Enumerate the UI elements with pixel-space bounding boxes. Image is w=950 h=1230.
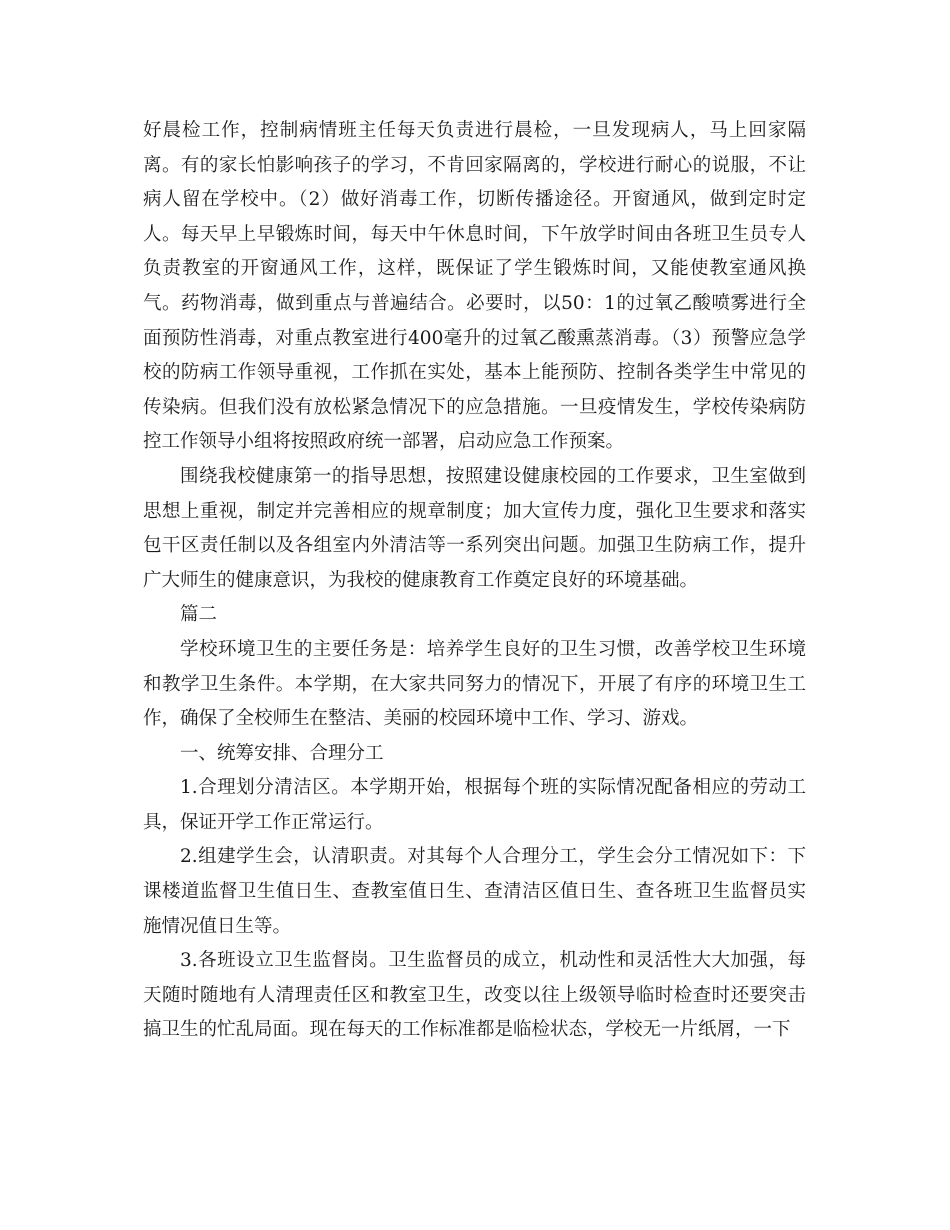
paragraph-health-campus: 围绕我校健康第一的指导思想，按照建设健康校园的工作要求，卫生室做到思想上重视，制定并完善相应的规章制度；加大宣传力度，强化卫生要求和落实包干区责任制以及各组室内外清洁等一系列突出问题。加强卫生防病工作，提升广大师生的健康意识，为我校的健康教育工作奠定良好的环境基础。: [143, 465, 806, 591]
section-heading-part-two: 篇二: [180, 604, 218, 626]
list-item-cleaning-zones: 1.合理划分清洁区。本学期开始，根据每个班的实际情况配备相应的劳动工具，保证开学工作正常运行。: [143, 777, 806, 833]
section-heading-planning: 一、统筹安排、合理分工: [180, 742, 384, 764]
paragraph-environment-tasks: 学校环境卫生的主要任务是：培养学生良好的卫生习惯，改善学校卫生环境和教学卫生条件。本学期，在大家共同努力的情况下，开展了有序的环境卫生工作，确保了全校师生在整洁、美丽的校园环境中工作、学习、游戏。: [143, 638, 806, 730]
list-item-hygiene-monitors: 3.各班设立卫生监督岗。卫生监督员的成立，机动性和灵活性大大加强，每天随时随地有人清理责任区和教室卫生，改变以往上级领导临时检查时还要突击搞卫生的忙乱局面。现在每天的工作标准都是临检状态，学校无一片纸屑，一下: [143, 950, 806, 1041]
list-item-student-union: 2.组建学生会，认清职责。对其每个人合理分工，学生会分工情况如下：下课楼道监督卫生值日生、查教室值日生、查清洁区值日生、查各班卫生监督员实施情况值日生等。: [143, 846, 806, 937]
paragraph-continuation: 好晨检工作，控制病情班主任每天负责进行晨检，一旦发现病人，马上回家隔离。有的家长怕影响孩子的学习，不肯回家隔离的，学校进行耐心的说服，不让病人留在学校中。（2）做好消毒工作，切断传播途径。开窗通风，做到定时定人。每天早上早锻炼时间，每天中午休息时间，下午放学时间由各班卫生员专人负责教室的开窗通风工作，这样，既保证了学生锻炼时间，又能使教室通风换气。药物消毒，做到重点与普遍结合。必要时，以50：1的过氧乙酸喷雾进行全面预防性消毒，对重点教室进行400毫升的过氧乙酸熏蒸消毒。（3）预警应急学校的防病工作领导重视，工作抓在实处，基本上能预防、控制各类学生中常见的传染病。但我们没有放松紧急情况下的应急措施。一旦疫情发生，学校传染病防控工作领导小组将按照政府统一部署，启动应急工作预案。: [143, 120, 806, 453]
document-body: [143, 114, 806, 1048]
